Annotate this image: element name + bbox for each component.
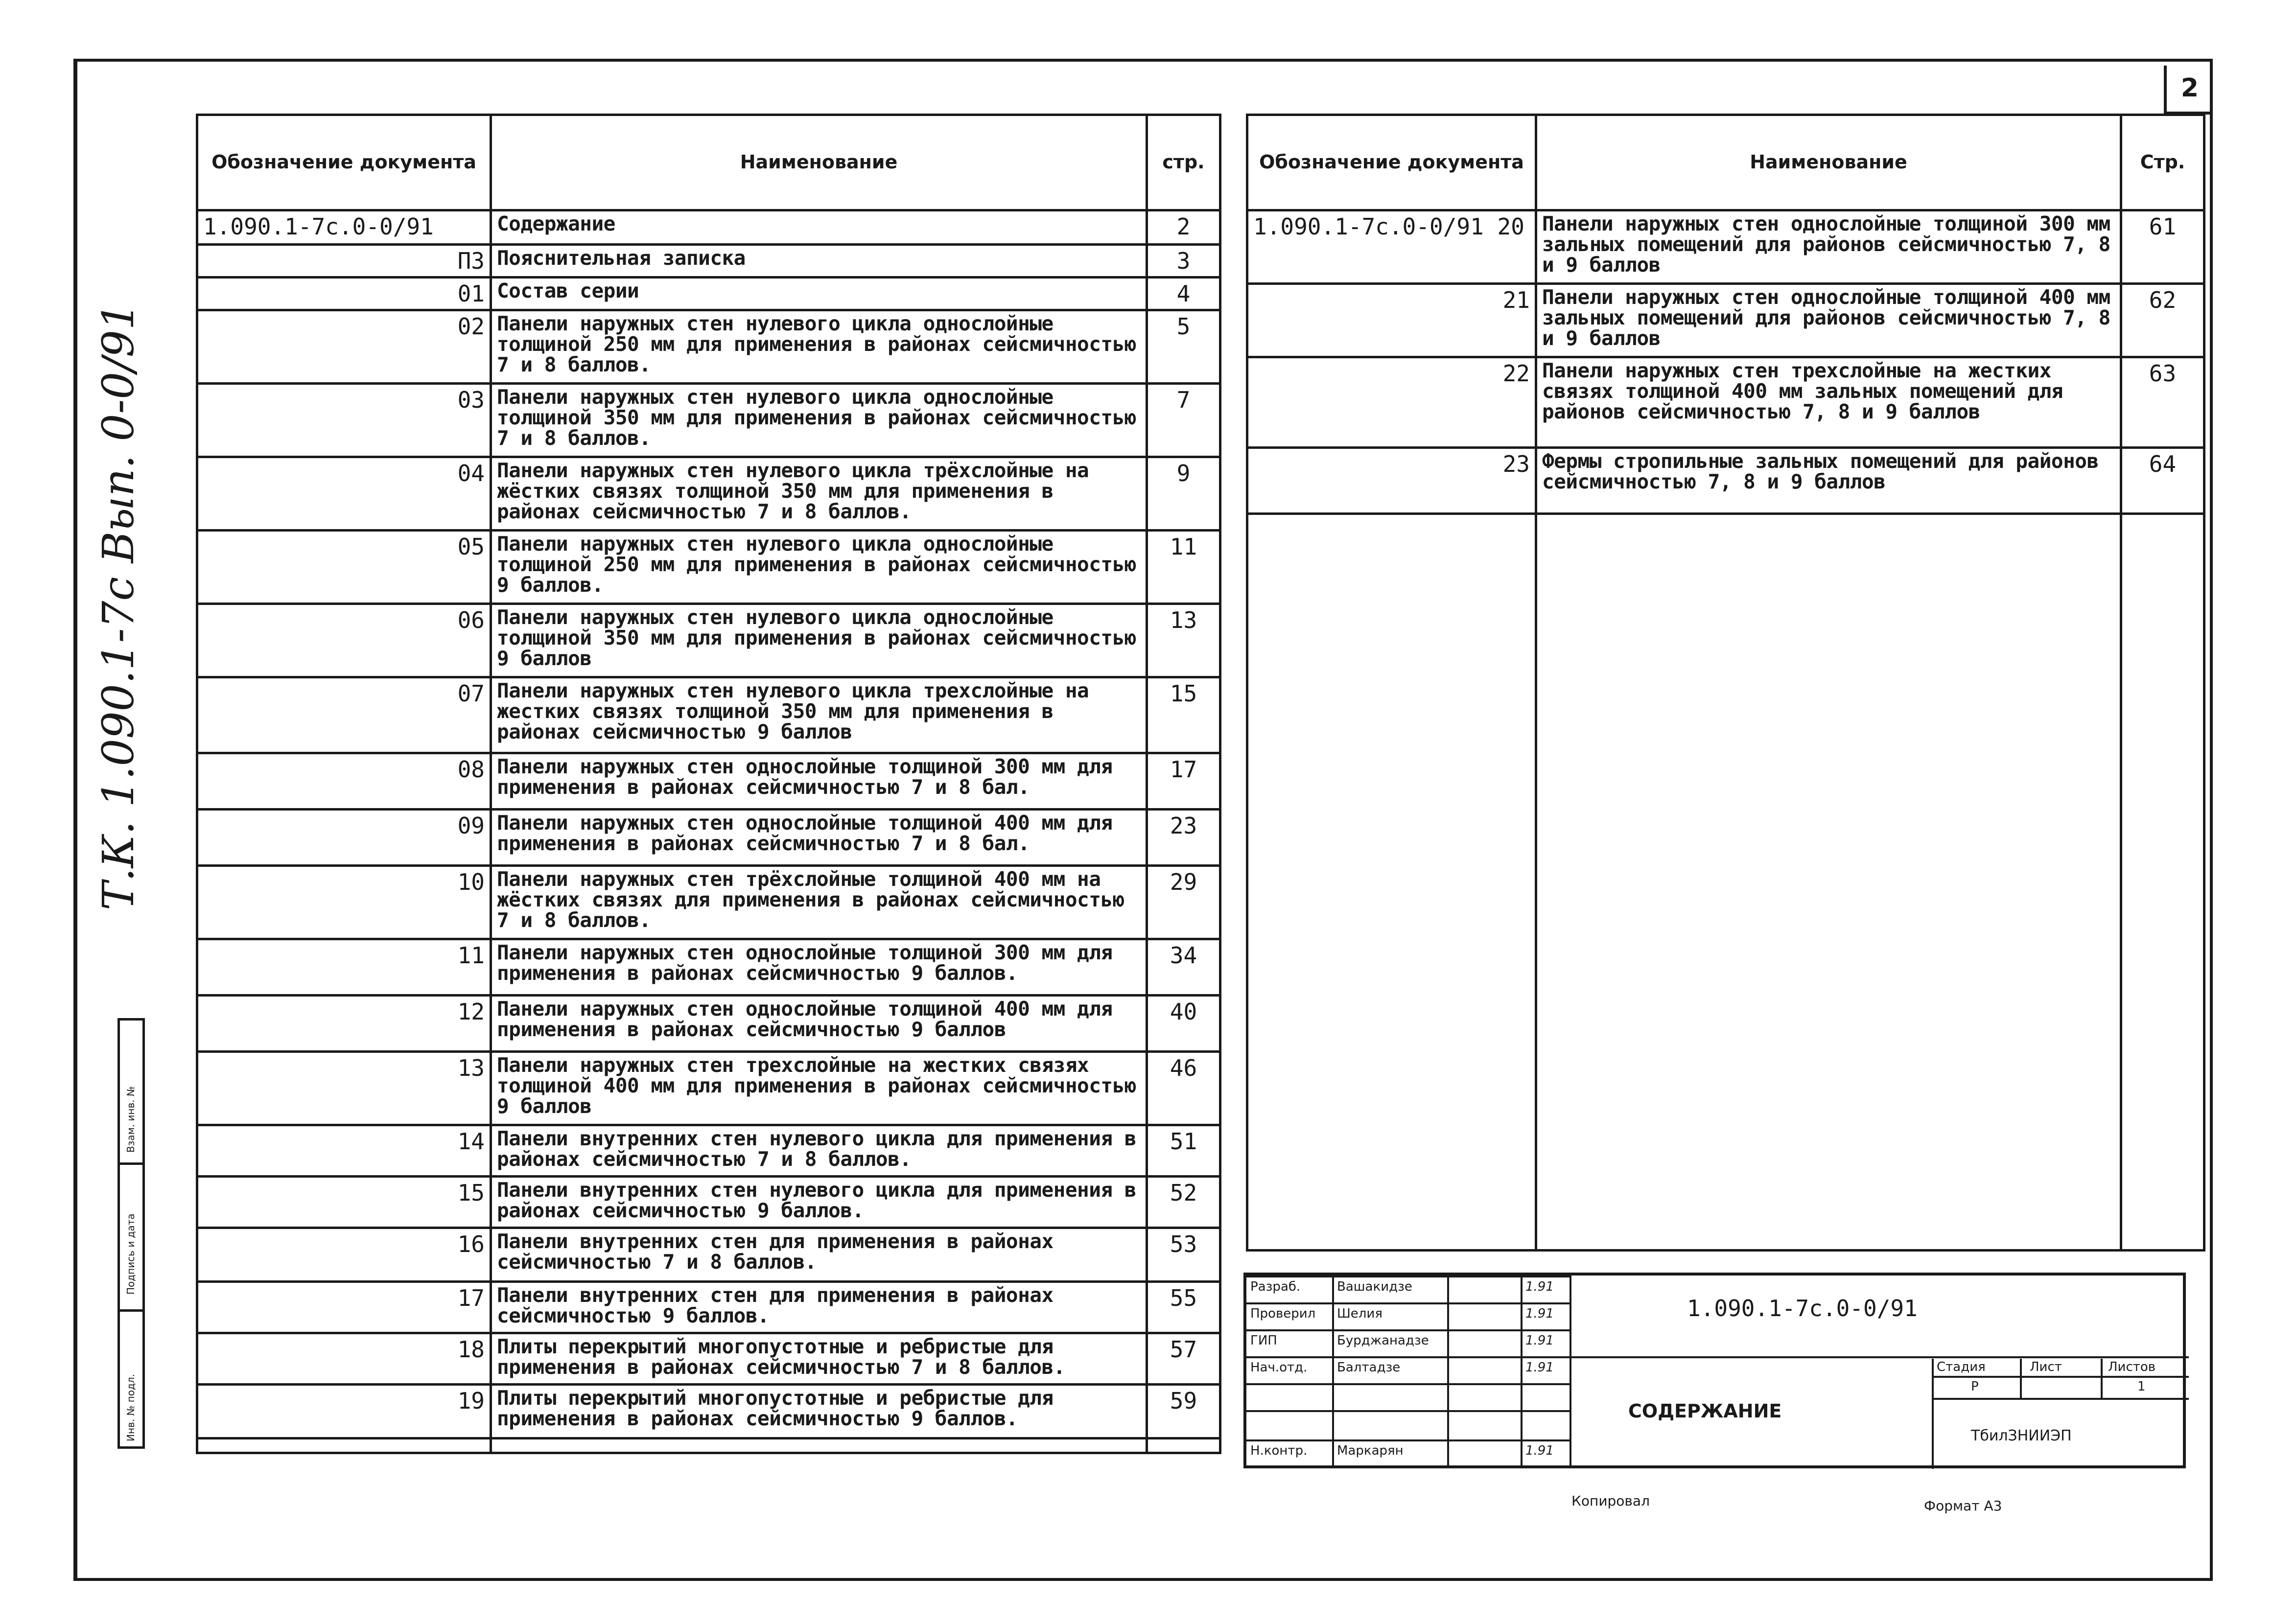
organization: ТбилЗНИИЭП (1971, 1427, 2072, 1444)
row-code: 03 (197, 384, 491, 457)
row-name: Панели наружных стен однослойные толщиной 300 мм зальных помещений для районов сейсмичностью 7, 8 и 9 баллов (1536, 210, 2121, 284)
tb-date: 1.91 (1525, 1306, 1554, 1321)
row-name: Панели наружных стен однослойные толщиной 300 мм для применения в районах сейсмичностью 9 баллов. (491, 939, 1147, 996)
row-code: 15 (197, 1177, 491, 1228)
table-row (197, 457, 1220, 531)
side-stamp-label: Инв. № подл. (125, 1374, 137, 1441)
row-page: 46 (1147, 1052, 1220, 1125)
row-name: Плиты перекрытий многопустотные и ребристые для применения в районах сейсмичностью 7 и 8 баллов. (491, 1333, 1147, 1385)
row-page: 34 (1147, 939, 1220, 996)
row-name: Панели наружных стен нулевого цикла трёхслойные на жёстких связях толщиной 350 мм для применения в районах сейсмичностью 7 и 8 баллов. (491, 457, 1147, 531)
row-code: 19 (197, 1385, 491, 1438)
col-sheet-label: Лист (2030, 1360, 2062, 1374)
side-stamp-label: Подпись и дата (125, 1213, 137, 1295)
row-page: 53 (1147, 1228, 1220, 1282)
header-name: Наименование (491, 115, 1147, 210)
tb-name: Бурджанадзе (1337, 1333, 1429, 1348)
header-name: Наименование (1536, 115, 2121, 210)
contents-table-right (1246, 114, 2205, 1252)
table-row (197, 866, 1220, 939)
row-name: Панели наружных стен трехслойные на жестких связях толщиной 400 мм для применения в районах сейсмичностью 9 баллов (491, 1052, 1147, 1125)
row-code: 17 (197, 1282, 491, 1333)
row-code: 10 (197, 866, 491, 939)
table-row (1247, 448, 2204, 514)
row-page: 13 (1147, 604, 1220, 677)
tb-date: 1.91 (1525, 1333, 1554, 1348)
table-row (197, 677, 1220, 753)
table-row (1247, 284, 2204, 357)
row-page: 15 (1147, 677, 1220, 753)
row-code: 12 (197, 996, 491, 1052)
tb-date: 1.91 (1525, 1443, 1554, 1458)
tb-name: Маркарян (1337, 1443, 1404, 1458)
row-name: Панели наружных стен трехслойные на жестких связях толщиной 400 мм зальных помещений для районов сейсмичностью 7, 8 и 9 баллов (1536, 357, 2121, 448)
row-code: ПЗ (197, 245, 491, 278)
empty-cell (1147, 1438, 1220, 1453)
row-name: Панели наружных стен однослойные толщиной 400 мм для применения в районах сейсмичностью 9 баллов (491, 996, 1147, 1052)
tb-name: Вашакидзе (1337, 1279, 1412, 1294)
row-page: 52 (1147, 1177, 1220, 1228)
empty-cell (491, 1438, 1147, 1453)
row-code: 21 (1247, 284, 1536, 357)
row-name: Панели наружных стен нулевого цикла однослойные толщиной 250 мм для применения в районах сейсмичностью 9 баллов. (491, 531, 1147, 604)
tb-name: Балтадзе (1337, 1360, 1401, 1375)
tb-role: Проверил (1250, 1306, 1316, 1321)
table-row (197, 1385, 1220, 1438)
table-row (197, 810, 1220, 866)
row-code: 09 (197, 810, 491, 866)
tb-name: Шелия (1337, 1306, 1382, 1321)
designation: 1.090.1-7с.0-0/91 (1687, 1295, 1918, 1322)
tb-role: ГИП (1250, 1333, 1277, 1348)
row-name: Панели внутренних стен для применения в районах сейсмичностью 7 и 8 баллов. (491, 1228, 1147, 1282)
row-name: Панели наружных стен однослойные толщиной 300 мм для применения в районах сейсмичностью 7 и 8 бал. (491, 753, 1147, 810)
row-name: Состав серии (491, 278, 1147, 310)
row-code: 18 (197, 1333, 491, 1385)
row-code: 23 (1247, 448, 1536, 514)
table-row (197, 604, 1220, 677)
copied-label: Копировал (1571, 1493, 1650, 1509)
row-page: 62 (2121, 284, 2204, 357)
row-code: 01 (197, 278, 491, 310)
row-name: Панели внутренних стен нулевого цикла для применения в районах сейсмичностью 7 и 8 баллов. (491, 1125, 1147, 1177)
format-label: Формат А3 (1924, 1498, 2002, 1514)
tb-role: Разраб. (1250, 1279, 1301, 1294)
row-page: 23 (1147, 810, 1220, 866)
table-row (197, 1333, 1220, 1385)
sheets-value: 1 (2137, 1379, 2146, 1394)
table-row (197, 278, 1220, 310)
table-row (1247, 357, 2204, 448)
row-page: 55 (1147, 1282, 1220, 1333)
contents-table-left (196, 114, 1221, 1454)
row-page: 51 (1147, 1125, 1220, 1177)
row-code: 04 (197, 457, 491, 531)
sheet-number: 2 (2164, 66, 2213, 115)
table-row (197, 1125, 1220, 1177)
side-stamp-label: Взам. инв. № (125, 1086, 137, 1153)
row-page: 29 (1147, 866, 1220, 939)
table-row (197, 384, 1220, 457)
table-row (197, 531, 1220, 604)
table-row (197, 1052, 1220, 1125)
tb-role: Нач.отд. (1250, 1360, 1308, 1375)
side-stamp (117, 1018, 145, 1449)
empty-cell (1247, 514, 1536, 1251)
margin-caption: Т.К. 1.090.1-7с Вып. 0-0/91 (93, 302, 143, 910)
row-code: 08 (197, 753, 491, 810)
col-sheets-label: Листов (2108, 1360, 2156, 1374)
row-page: 40 (1147, 996, 1220, 1052)
table-row (197, 210, 1220, 245)
title-block (1243, 1273, 2186, 1468)
tb-date: 1.91 (1525, 1360, 1554, 1375)
table-row (197, 1282, 1220, 1333)
empty-cell (2121, 514, 2204, 1251)
table-row (197, 1228, 1220, 1282)
row-name: Панели наружных стен нулевого цикла однослойные толщиной 250 мм для применения в районах сейсмичностью 7 и 8 баллов. (491, 310, 1147, 384)
row-code: 14 (197, 1125, 491, 1177)
header-page: стр. (1147, 115, 1220, 210)
row-page: 7 (1147, 384, 1220, 457)
tb-role: Н.контр. (1250, 1443, 1308, 1458)
header-page: Стр. (2121, 115, 2204, 210)
table-row (197, 996, 1220, 1052)
row-code: 06 (197, 604, 491, 677)
row-name: Содержание (491, 210, 1147, 245)
row-page: 2 (1147, 210, 1220, 245)
sheet-title: СОДЕРЖАНИЕ (1628, 1400, 1782, 1422)
row-name: Панели наружных стен трёхслойные толщиной 400 мм на жёстких связях для применения в районах сейсмичностью 7 и 8 баллов. (491, 866, 1147, 939)
row-code: 1.090.1-7с.0-0/91 (197, 210, 491, 245)
row-name: Панели внутренних стен для применения в районах сейсмичностью 9 баллов. (491, 1282, 1147, 1333)
row-code: 13 (197, 1052, 491, 1125)
row-page: 4 (1147, 278, 1220, 310)
row-page: 17 (1147, 753, 1220, 810)
row-name: Пояснительная записка (491, 245, 1147, 278)
header-code: Обозначение документа (197, 115, 491, 210)
row-name: Панели наружных стен однослойные толщиной 400 мм зальных помещений для районов сейсмичностью 7, 8 и 9 баллов (1536, 284, 2121, 357)
row-name: Панели наружных стен однослойные толщиной 400 мм для применения в районах сейсмичностью 7 и 8 бал. (491, 810, 1147, 866)
col-stage-label: Стадия (1937, 1360, 1986, 1374)
table-row (197, 310, 1220, 384)
table-row (197, 1177, 1220, 1228)
table-row-empty (1247, 514, 2204, 1251)
row-code: 22 (1247, 357, 1536, 448)
stage-value: Р (1971, 1379, 1979, 1394)
row-name: Панели наружных стен нулевого цикла однослойные толщиной 350 мм для применения в районах сейсмичностью 9 баллов (491, 604, 1147, 677)
row-name: Панели внутренних стен нулевого цикла для применения в районах сейсмичностью 9 баллов. (491, 1177, 1147, 1228)
empty-cell (197, 1438, 491, 1453)
empty-cell (1536, 514, 2121, 1251)
tb-date: 1.91 (1525, 1279, 1554, 1294)
row-page: 59 (1147, 1385, 1220, 1438)
row-code: 16 (197, 1228, 491, 1282)
row-name: Панели наружных стен нулевого цикла трехслойные на жестких связях толщиной 350 мм для применения в районах сейсмичностью 9 баллов (491, 677, 1147, 753)
row-code: 05 (197, 531, 491, 604)
row-code: 11 (197, 939, 491, 996)
row-code: 02 (197, 310, 491, 384)
row-name: Фермы стропильные зальных помещений для районов сейсмичностью 7, 8 и 9 баллов (1536, 448, 2121, 514)
row-name: Плиты перекрытий многопустотные и ребристые для применения в районах сейсмичностью 9 баллов. (491, 1385, 1147, 1438)
table-row-empty (197, 1438, 1220, 1453)
row-page: 64 (2121, 448, 2204, 514)
row-page: 61 (2121, 210, 2204, 284)
row-page: 11 (1147, 531, 1220, 604)
row-page: 57 (1147, 1333, 1220, 1385)
row-page: 3 (1147, 245, 1220, 278)
row-page: 5 (1147, 310, 1220, 384)
row-name: Панели наружных стен нулевого цикла однослойные толщиной 350 мм для применения в районах сейсмичностью 7 и 8 баллов. (491, 384, 1147, 457)
row-code: 1.090.1-7с.0-0/91 20 (1247, 210, 1536, 284)
row-page: 9 (1147, 457, 1220, 531)
row-code: 07 (197, 677, 491, 753)
table-row (1247, 210, 2204, 284)
table-row (197, 245, 1220, 278)
header-code: Обозначение документа (1247, 115, 1536, 210)
row-page: 63 (2121, 357, 2204, 448)
table-row (197, 939, 1220, 996)
table-row (197, 753, 1220, 810)
